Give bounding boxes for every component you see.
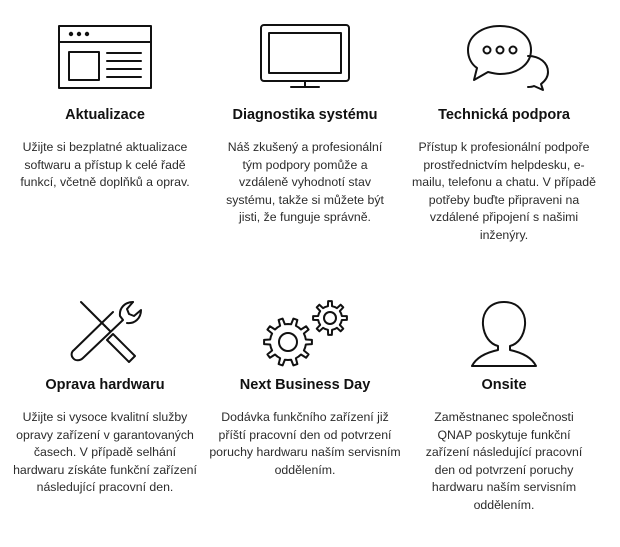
person-silhouette-icon [454,298,554,368]
service-description: Zaměstnanec společnosti QNAP poskytuje funkční zařízení následující pracovní den od potvrzení poruchy hardwaru naším servisním oddělením. [425,410,583,512]
large-gear [264,319,312,366]
service-title: Next Business Day [239,377,371,393]
service-description: Přístup k profesionální podpoře prostřednictvím helpdesku, e-mailu, telefonu a chatu. V případě potřeby buďte připraveni na vzdálené připojení s našimi inženýry. [412,140,596,242]
service-description: Dodávka funkčního zařízení již příští pracovní den od potvrzení poruchy hardwaru naším servisním oddělením. [209,410,401,477]
service-card-oprava-hardwaru [7,298,203,497]
monitor-icon [255,20,355,90]
service-card-technicka-podpora [406,20,602,245]
service-title: Oprava hardwaru [45,377,165,393]
service-title: Technická podpora [438,107,570,123]
service-description: Užijte si vysoce kvalitní služby opravy zařízení v garantovaných časech. V případě selhání hardwaru získáte funkční zařízení následující pracovní den. [13,410,197,495]
browser-window-icon [55,20,155,90]
service-card-diagnostika [207,20,403,227]
service-card-aktualizace [7,20,203,192]
chat-bubbles-icon [454,20,554,90]
service-title: Onsite [481,377,527,393]
service-description: Užijte si bezplatné aktualizace softwaru a přístup k celé řadě funkcí, včetně doplňků a oprav. [20,140,190,190]
service-description: Náš zkušený a profesionální tým podpory pomůže a vzdáleně vyhodnotí stav systému, takže si můžete být jisti, že funguje správně. [226,140,384,225]
wrench-screwdriver-icon [55,298,155,368]
service-card-next-business-day [207,298,403,479]
service-card-onsite [406,298,602,515]
service-title: Diagnostika systému [232,107,378,123]
gears-icon [250,298,360,368]
service-title: Aktualizace [65,107,145,123]
small-gear [313,301,347,335]
